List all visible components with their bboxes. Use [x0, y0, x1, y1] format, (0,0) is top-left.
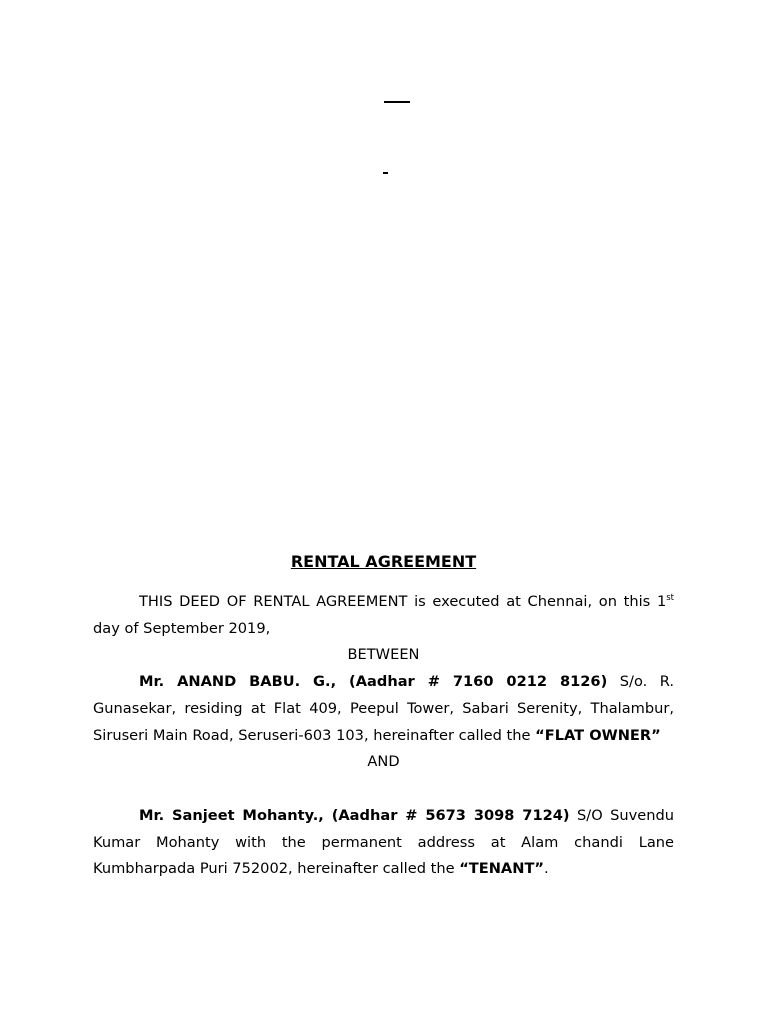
intro-date-text: day of September 2019, [93, 619, 271, 637]
owner-role: “FLAT OWNER” [535, 726, 661, 744]
intro-text: THIS DEED OF RENTAL AGREEMENT is executed at Chennai, on this 1 [139, 593, 667, 610]
document-title: RENTAL AGREEMENT [290, 552, 477, 571]
paragraph-gap [93, 776, 674, 803]
owner-details: S/o. R. Gunasekar, residing at Flat 409, Peepul Tower, Sabari Serenity, Thalambur, Siruseri Main Road, Seruseri-603 103, hereinafter called the [93, 673, 675, 744]
header-dash-mark [384, 101, 410, 103]
tenant-end: . [544, 860, 549, 878]
tenant-role: “TENANT” [459, 860, 544, 878]
owner-name: Mr. ANAND BABU. G., (Aadhar # 7160 0212 8126) [139, 673, 608, 691]
ordinal-suffix: st [666, 593, 674, 604]
tenant-name: Mr. Sanjeet Mohanty., (Aadhar # 5673 3098 7124) [139, 806, 570, 824]
and-label: AND [367, 753, 400, 771]
agreement-body [93, 550, 674, 883]
tenant-paragraph [93, 803, 674, 883]
header-short-dash-mark [383, 172, 388, 174]
tenant-details: S/O Suvendu Kumar Mohanty with the permanent address at Alam chandi Lane Kumbharpada Puri 752002, hereinafter called the [93, 806, 674, 878]
between-label: BETWEEN [347, 646, 420, 664]
owner-paragraph [93, 669, 674, 749]
intro-paragraph [93, 589, 674, 642]
